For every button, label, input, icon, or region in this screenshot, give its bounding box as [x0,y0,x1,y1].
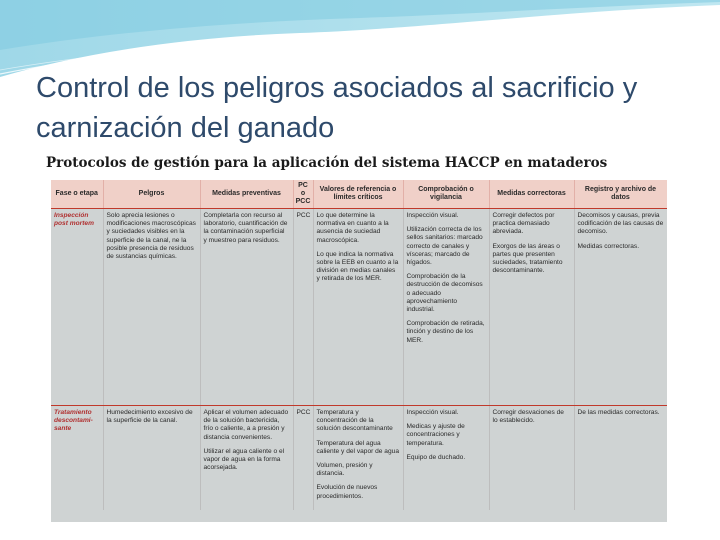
corrective-cell: Corregir desvaciones de lo establecido. [489,406,574,510]
monitoring-text: Equipo de duchado. [406,453,466,461]
limits-cell [313,209,403,406]
limit-text: Temperatura del agua caliente y del vapor de agua [316,439,399,455]
pcc-cell: PCC [293,209,313,406]
monitoring-text: Medicas y ajuste de concentraciones y temperatura. [406,423,465,447]
monitoring-cell [403,209,489,406]
preventive-text: Utilizar el agua caliente o el vapor de agua en la forma acorsejada. [203,447,285,472]
limit-text: Volumen, presión y distancia. [316,462,373,478]
preventive-cell: Completarla con recurso al laboratorio, cuantificación de la contaminación superficial y muestreo para residuos. [200,209,293,406]
column-header: Comprobación o vigilancia [403,180,489,209]
monitoring-text: Inspección visual. [406,212,459,219]
monitoring-text: Comprobación de la destrucción de decomisos o adecuado aprovechamiento industrial. [406,273,483,314]
corrective-text: Exorgos de las áreas o partes que presenten suciedades, tratamiento descontaminante. [492,242,563,275]
column-header: PC o PCC [293,180,313,209]
records-text: Decomisos y causas, previa codificación de las causas de decomiso. [577,212,664,236]
hazards-cell: Humedecimiento excesivo de la superficie de la canal. [103,406,200,510]
preventive-cell [200,406,293,510]
column-header: Valores de referencia o límites críticos [313,180,403,209]
column-header: Medidas preventivas [200,180,293,209]
monitoring-text: Inspección visual. [406,409,459,416]
monitoring-text: Utilización correcta de los sellos sanitarios: marcado correcto de canales y vísceras; marcado de hígados. [406,226,483,267]
slide-subtitle: Protocolos de gestión para la aplicación del sistema HACCP en mataderos [46,155,608,171]
limit-text: Lo que determine la normativa en cuanto a la ausencia de suciedad macroscópica. [316,212,389,244]
column-header: Pelgros [103,180,200,209]
column-header: Medidas correctoras [489,180,574,209]
limit-text: Temperatura y concentración de la solución descontaminante [316,409,393,433]
preventive-text: Aplicar el volumen adecuado de la solución bactericida, frío o caliente, a a presión y distancia convenientes. [203,409,289,441]
table-header-row [51,180,667,209]
limits-cell [313,406,403,510]
limit-text: Evolución de nuevos procedimientos. [316,484,378,500]
stage-cell: Tratamiento descontami-sante [51,406,103,510]
pcc-cell: PCC [293,406,313,510]
records-cell [574,209,667,406]
column-header: Fase o etapa [51,180,103,209]
column-header: Registro y archivo de datos [574,180,667,209]
monitoring-cell [403,406,489,510]
haccp-table-scan [51,180,667,522]
records-text: Medidas correctoras. [577,242,640,250]
slide-title: Control de los peligros asociados al sacrificio y carnización del ganado [36,72,638,144]
corrective-text: Corregir defectos por practica demasiado abreviada. [492,212,555,236]
records-cell: De las medidas correctoras. [574,406,667,510]
stage-cell: Inspección post mortem [51,209,103,406]
table-row [51,406,667,510]
table-row [51,209,667,406]
haccp-table [51,180,667,510]
limit-text: Lo que indica la normativa sobre la EEB en cuanto a la división en medias canales y retirada de los MER. [316,250,399,283]
corrective-cell [489,209,574,406]
monitoring-text: Comprobación de retirada, tinción y destino de los MER. [406,320,485,344]
hazards-cell: Solo aprecia lesiones o modificaciones macroscópicas y suciedades visibles en la superficie de la canal, ne la posible presencia de residuos de sustancias químicas. [103,209,200,406]
